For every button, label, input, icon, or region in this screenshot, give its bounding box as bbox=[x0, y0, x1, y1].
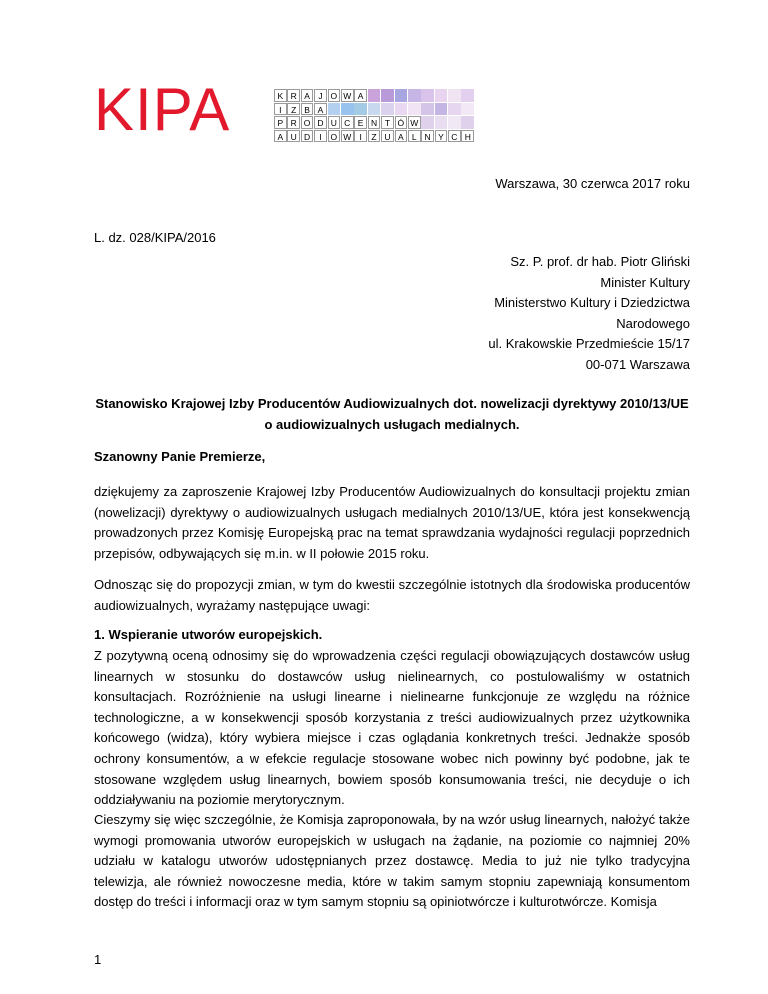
logo-color-cell bbox=[461, 116, 474, 129]
logo-color-cell bbox=[368, 89, 381, 102]
logo-letter-cell: W bbox=[341, 130, 354, 143]
logo-letter-cell: R bbox=[287, 89, 300, 102]
paragraph-section-1: Z pozytywną oceną odnosimy się do wprowadzenia części regulacji obowiązujących dostawców usług linearnych w stosunku do dostawców usług nielinearnych, co postulowaliśmy w ostatnich konsultacjach. Rozróżnienie na usługi linearne i nielinearne funkcjonuje ze względu na różnice technologiczne, a w konsekwencji sposób korzystania z treści audiowizualnych przez użytkownika końcowego (widza), który wybiera miejsce i czas oglądania konkretnych treści. Jednakże sposób ochrony konsumentów, a w efekcie regulacje stosowane wobec nich powinny być podobne, jak te stosowane względem usług linearnych, bowiem sposób konsumowania treści, nie decyduje o ich oddziaływaniu na poziomie merytorycznym. bbox=[94, 648, 690, 808]
logo-letter-cell: I bbox=[314, 130, 327, 143]
logo-letter-cell: J bbox=[314, 89, 327, 102]
logo-color-cell bbox=[395, 103, 408, 116]
letter-date: Warszawa, 30 czerwca 2017 roku bbox=[495, 176, 690, 191]
logo-grid-row bbox=[274, 116, 475, 129]
logo-letter-cell: Z bbox=[368, 130, 381, 143]
logo-grid-row bbox=[274, 103, 475, 116]
logo-letter-cell: N bbox=[368, 116, 381, 129]
logo-color-cell bbox=[408, 103, 421, 116]
logo-letter-cell: Ó bbox=[395, 116, 408, 129]
logo-letter-cell: Y bbox=[435, 130, 448, 143]
logo-letter-cell: O bbox=[301, 116, 314, 129]
logo-grid-row bbox=[274, 130, 475, 143]
logo-color-cell bbox=[368, 103, 381, 116]
logo-color-cell bbox=[328, 103, 341, 116]
logo-letter-cell: C bbox=[341, 116, 354, 129]
logo-color-cell bbox=[461, 103, 474, 116]
addressee-line: Sz. P. prof. dr hab. Piotr Gliński bbox=[510, 254, 690, 269]
logo-color-cell bbox=[421, 116, 434, 129]
logo-letter-cell: P bbox=[274, 116, 287, 129]
logo-letter-cell: A bbox=[301, 89, 314, 102]
logo-letter-grid bbox=[274, 89, 475, 143]
logo-letter-cell: A bbox=[354, 89, 367, 102]
logo-letter-cell: D bbox=[314, 116, 327, 129]
logo-color-cell bbox=[448, 103, 461, 116]
logo-letter-cell: A bbox=[274, 130, 287, 143]
logo-letter-cell: Z bbox=[287, 103, 300, 116]
paragraph-intro: dziękujemy za zaproszenie Krajowej Izby Producentów Audiowizualnych do konsultacji projektu zmian (nowelizacji) dyrektywy o audiowizualnych usługach medialnych 2010/13/UE, która jest konsekwencją prowadzonych przez Komisję Europejską prac na temat sprawdzania wydajności regulacji poprzednich przepisów, odbywających się m.in. w II połowie 2015 roku. bbox=[94, 484, 690, 561]
addressee-block bbox=[488, 252, 690, 375]
logo-letter-cell: N bbox=[421, 130, 434, 143]
paragraph-section-1-continued: Cieszymy się więc szczególnie, że Komisja zaproponowała, by na wzór usług linearnych, nałożyć także wymogi promowania utworów europejskich w usługach na żądanie, na poziomie co najmniej 20% udziału w katalogu utworów udostępnianych przez dostawcę. Media to już nie tylko tradycyjna telewizja, ale również nowoczesne media, które w takim samym stopniu zapewniają konsumentom dostęp do treści i informacji oraz w tym samym stopniu są opiniotwórcze i kulturotwórcze. Komisja bbox=[94, 812, 690, 910]
logo-letter-cell: U bbox=[287, 130, 300, 143]
logo-letter-cell: A bbox=[314, 103, 327, 116]
addressee-line: ul. Krakowskie Przedmieście 15/17 bbox=[488, 336, 690, 351]
logo-color-cell bbox=[461, 89, 474, 102]
logo-letter-cell: B bbox=[301, 103, 314, 116]
logo-color-cell bbox=[421, 89, 434, 102]
logo-color-cell bbox=[408, 89, 421, 102]
addressee-line: Narodowego bbox=[616, 315, 690, 331]
logo-color-cell bbox=[448, 89, 461, 102]
logo-color-cell bbox=[381, 103, 394, 116]
logo-color-cell bbox=[421, 103, 434, 116]
logo-letter-cell: L bbox=[408, 130, 421, 143]
logo-letter-cell: O bbox=[328, 130, 341, 143]
letter-subject: Stanowisko Krajowej Izby Producentów Audiowizualnych dot. nowelizacji dyrektywy 2010/13/UE o audiowizualnych usługach medialnych. bbox=[95, 396, 689, 432]
logo-letter-cell: W bbox=[341, 89, 354, 102]
logo-color-cell bbox=[395, 89, 408, 102]
logo-color-cell bbox=[381, 89, 394, 102]
addressee-line: 00-071 Warszawa bbox=[585, 356, 690, 372]
logo-color-cell bbox=[354, 103, 367, 116]
page-number: 1 bbox=[94, 952, 102, 967]
logo-letter-cell: U bbox=[381, 130, 394, 143]
salutation: Szanowny Panie Premierze, bbox=[94, 449, 266, 464]
logo-letter-cell: C bbox=[448, 130, 461, 143]
paragraph-remarks: Odnosząc się do propozycji zmian, w tym do kwestii szczególnie istotnych dla środowiska producentów audiowizualnych, wyrażamy następujące uwagi: bbox=[94, 577, 690, 613]
logo-letter-cell: R bbox=[287, 116, 300, 129]
logo-letter-cell: I bbox=[354, 130, 367, 143]
section-heading: 1. Wspieranie utworów europejskich. bbox=[94, 627, 323, 642]
logo-color-cell bbox=[435, 89, 448, 102]
logo-letter-cell: K bbox=[274, 89, 287, 102]
logo-letter-cell: A bbox=[395, 130, 408, 143]
logo-letter-cell: I bbox=[274, 103, 287, 116]
logo-wordmark: KIPA bbox=[94, 76, 231, 143]
logo-letter-cell: T bbox=[381, 116, 394, 129]
logo-letter-cell: U bbox=[328, 116, 341, 129]
logo-letter-cell: O bbox=[328, 89, 341, 102]
logo-letter-cell: W bbox=[408, 116, 421, 129]
logo-letter-cell: D bbox=[301, 130, 314, 143]
logo-letter-cell: E bbox=[354, 116, 367, 129]
logo-color-cell bbox=[448, 116, 461, 129]
logo-color-cell bbox=[341, 103, 354, 116]
reference-number: L. dz. 028/KIPA/2016 bbox=[94, 230, 216, 245]
logo-color-cell bbox=[435, 103, 448, 116]
logo-grid-row bbox=[274, 89, 475, 102]
logo-letter-cell: H bbox=[461, 130, 474, 143]
addressee-line: Ministerstwo Kultury i Dziedzictwa bbox=[494, 295, 690, 310]
addressee-line: Minister Kultury bbox=[600, 274, 690, 290]
logo-color-cell bbox=[435, 116, 448, 129]
